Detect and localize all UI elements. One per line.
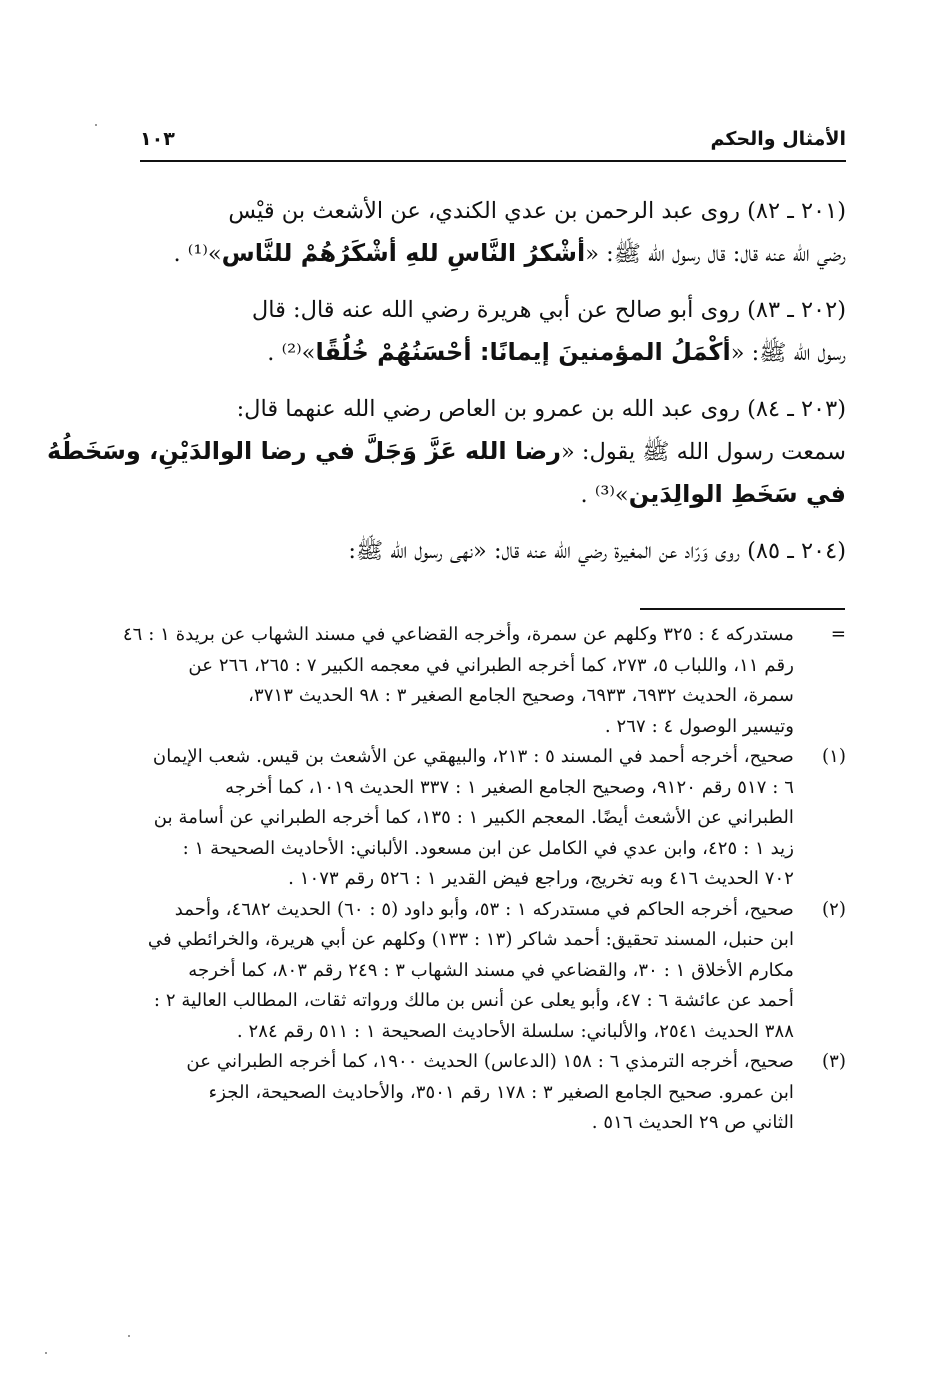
footnote-line: الطبراني عن الأشعث أيضًا. المعجم الكبير ١ : ١٣٥، كما أخرجه الطبراني عن أسامة بن — [153, 807, 794, 828]
footnotes — [122, 620, 846, 1139]
footnote-line: ابن عمرو. صحيح الجامع الصغير ٣ : ١٧٨ رقم ٣٥٠١، والأحاديث الصحيحة، الجزء — [208, 1081, 794, 1103]
intro-text: رسول الله ﷺ: « — [730, 340, 846, 366]
hadith-entry-201 — [140, 190, 846, 275]
footnote-continued — [122, 620, 846, 742]
footnote-line: ٣٨٨ الحديث ٢٥٤١، والألباني: سلسلة الأحاديث الصحيحة ١ : ٥١١ رقم ٢٨٤ . — [236, 1020, 794, 1042]
hadith-quote: أشْكرُ النَّاسِ للهِ أشْكَرُهُمْ للنَّاس — [221, 239, 586, 267]
footnote-1 — [140, 742, 846, 895]
footnote-marker: = — [830, 624, 846, 645]
text-line: (٢٠١ ـ ٨٢) روى عبد الرحمن بن عدي الكندي، عن الأشعث بن قيْس — [228, 198, 846, 224]
footnote-reference: »⁽¹⁾ . — [173, 241, 222, 267]
hadith-quote: في سَخَطِ الوالِدَين — [628, 480, 846, 508]
footnote-line: مكارم الأخلاق ١ : ٣٠، والقضاعي في مسند الشهاب ٣ : ٢٤٩ رقم ٨٠٣، كما أخرجه — [188, 959, 794, 981]
scan-speck — [95, 124, 97, 126]
page-number: ١٠٣ — [140, 128, 175, 150]
text-line — [140, 473, 846, 516]
hadith-entry-202 — [140, 289, 846, 374]
footnote-line: وتيسير الوصول ٤ : ٢٦٧ . — [604, 715, 794, 737]
footnote-3 — [140, 1047, 846, 1139]
running-header — [140, 126, 846, 162]
text-line — [140, 331, 846, 374]
scan-speck — [45, 1352, 47, 1354]
footnote-line: رقم ١١، واللباب ٥، ٢٧٣، كما أخرجه الطبراني في معجمه الكبير ٧ : ٢٦٥، ٢٦٦ عن — [188, 654, 794, 676]
hadith-entry-204 — [140, 530, 846, 572]
footnote-reference: »⁽³⁾ . — [580, 482, 629, 508]
intro-text: سمعت رسول الله ﷺ يقول: « — [560, 439, 846, 465]
intro-text: رضي الله عنه قال: قال رسول الله ﷺ: « — [585, 241, 846, 267]
footnote-line: ٧٠٢ الحديث ٤١٦ وبه تخريج، وراجع فيض القدير ١ : ٥٢٦ رقم ١٠٧٣ . — [288, 868, 794, 889]
hadith-quote: أكْمَلُ المؤمنينَ إيمانًا: أحْسَنُهُمْ خُلُقًا — [315, 338, 731, 366]
hadith-entry-203 — [47, 388, 846, 516]
footnote-line: الثاني ص ٢٩ الحديث ٥١٦ . — [591, 1112, 794, 1133]
text-line: (٢٠٤ ـ ٨٥) روى وَرّاد عن المغيرة رضي الله عنه قال: «نهى رسول الله ﷺ: — [348, 538, 846, 564]
footnote-marker: (٢) — [822, 898, 846, 920]
footnote-line: مستدركه ٤ : ٣٢٥ وكلهم عن سمرة، وأخرجه القضاعي في مسند الشهاب عن بريدة ١ : ٤٦ — [122, 624, 794, 645]
text-line — [47, 430, 846, 473]
hadith-quote: رضا الله عَزَّ وَجَلَّ في رضا الوالدَيْنِ، وسَخَطُهُ — [47, 437, 561, 465]
footnote-line: ابن حنبل، المسند تحقيق: أحمد شاكر (١٣ : ١٣٣) وكلهم عن أبي هريرة، والخرائطي في — [147, 929, 794, 950]
text-line: (٢٠٣ ـ ٨٤) روى عبد الله بن عمرو بن العاص رضي الله عنهما قال: — [236, 396, 846, 422]
text-line — [140, 232, 846, 275]
footnote-reference: »⁽²⁾ . — [267, 340, 316, 366]
main-text — [47, 190, 846, 586]
footnote-line: صحيح، أخرجه الترمذي ٦ : ١٥٨ (الدعاس) الحديث ١٩٠٠، كما أخرجه الطبراني عن — [186, 1051, 794, 1072]
footnote-line: صحيح، أخرجه أحمد في المسند ٥ : ٢١٣، والبيهقي عن الأشعث بن قيس. شعب الإيمان — [152, 746, 794, 767]
text-line: (٢٠٢ ـ ٨٣) روى أبو صالح عن أبي هريرة رضي الله عنه قال: قال — [251, 297, 846, 323]
footnote-line: صحيح، أخرجه الحاكم في مستدركه ١ : ٥٣، وأبو داود (٥ : ٦٠) الحديث ٤٦٨٢، وأحمد — [174, 898, 794, 920]
footnote-separator — [640, 608, 845, 610]
footnote-line: أحمد عن عائشة ٦ : ٤٧، وأبو يعلى عن أنس بن مالك ورواته ثقات، المطالب العالية ٢ : — [153, 990, 794, 1011]
footnote-line: سمرة، الحديث ٦٩٣٢، ٦٩٣٣، وصحيح الجامع الصغير ٣ : ٩٨ الحديث ٣٧١٣، — [248, 685, 794, 706]
footnote-2 — [140, 895, 846, 1048]
footnote-marker: (١) — [822, 746, 846, 767]
footnote-line: ٦ : ٥١٧ رقم ٩١٢٠، وصحيح الجامع الصغير ١ : ٣٣٧ الحديث ١٠١٩، كما أخرجه — [225, 776, 794, 798]
footnote-line: زيد ١ : ٤٢٥، وابن عدي في الكامل عن ابن مسعود. الألباني: الأحاديث الصحيحة ١ : — [182, 837, 794, 859]
chapter-title: الأمثال والحكم — [710, 128, 846, 150]
footnote-marker: (٣) — [822, 1051, 846, 1072]
scan-speck — [128, 1335, 130, 1337]
